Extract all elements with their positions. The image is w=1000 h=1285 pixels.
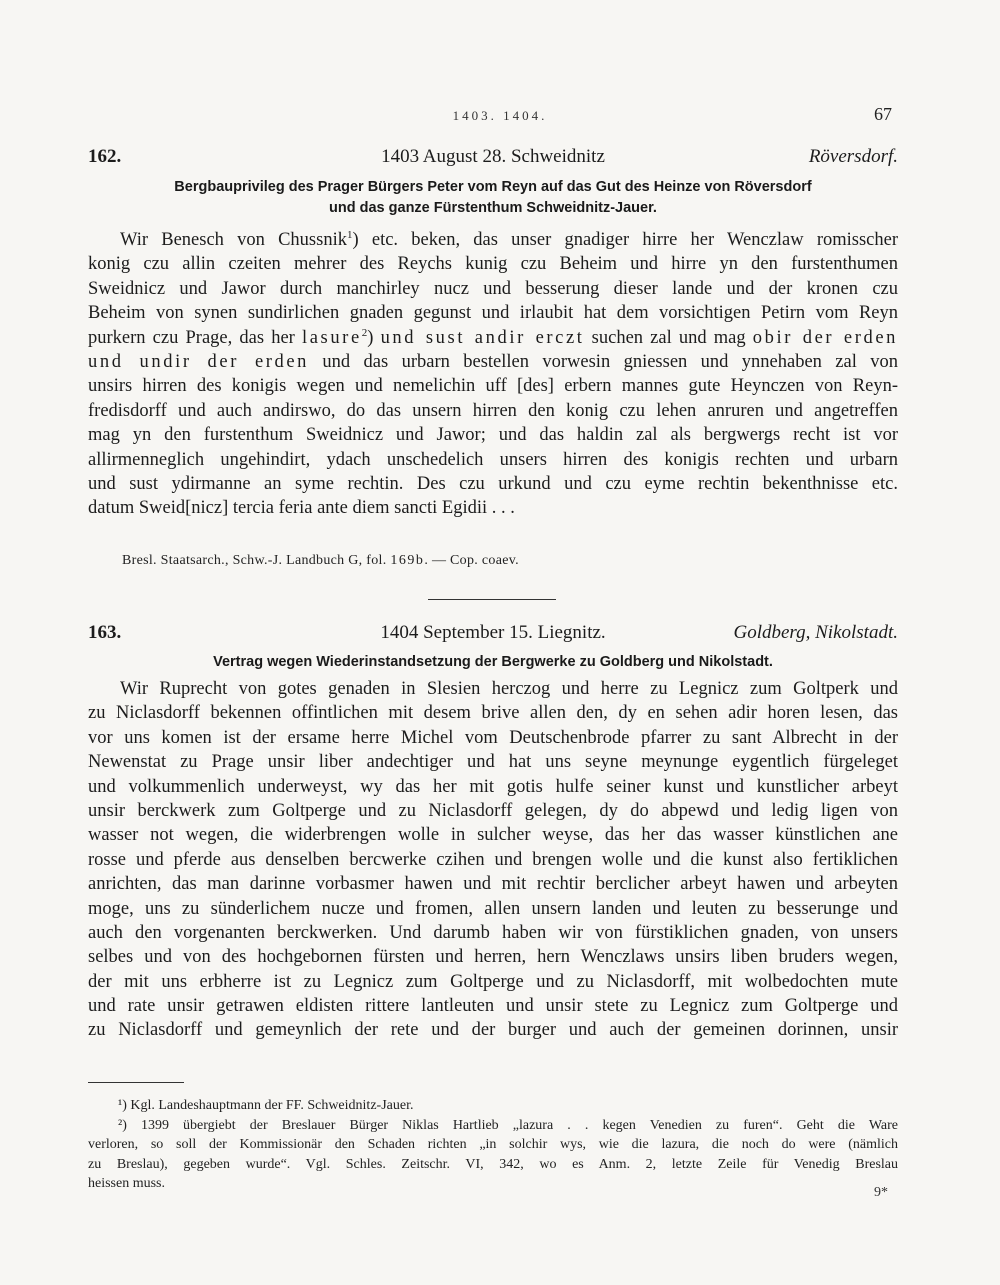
body-line: Beheim von synen sundirlichen gnaden gegunst und irlaubit hat dem vorsichtigen Petirn vom Reyn	[88, 303, 898, 324]
body-line: konig czu allin czeiten mehrer des Reychs kunig czu Beheim und hirre yn den furstenthumen	[88, 254, 898, 275]
footnote: ²) 1399 übergiebt der Breslauer Bürger Niklas Hartlieb „lazura . . kegen Venedien zu furen“. Geht die Ware	[118, 1117, 898, 1133]
body-line: vor uns komen ist der ersame herre Michel vom Deutschenbrode pfarrer zu sant Albrecht in der	[88, 727, 898, 748]
body-line: purkern czu Prage, das her lasure$^2$) und sust andir erczt suchen zal und mag obir der erden	[88, 326, 898, 348]
body-line: und volkummenlich underweyst, wy das her mit gotis hulfe seiner kunst und kunstlicher arbeyt	[88, 776, 898, 797]
body-line: der mit uns erbherre ist zu Legnicz zum Goltperge und zu Niclasdorff, mit wolbedochten mute	[88, 971, 898, 992]
summary-line: Bergbauprivileg des Prager Bürgers Peter vom Reyn auf das Gut des Heinze von Röversdorf	[174, 179, 812, 195]
body-line: Wir Ruprecht von gotes genaden in Slesien herczog und herre zu Legnicz zum Goltperk und	[120, 679, 898, 699]
source-citation: Bresl. Staatsarch., Schw.-J. Landbuch G, fol. 169b. — Cop. coaev.	[122, 553, 519, 568]
body-line: anrichten, das man darinne vorbasmer hawen und mit rechtir berclicher arbeyt hawen und arbeyten	[88, 874, 898, 895]
body-line: selbes und von des hochgebornen fürsten und herren, hern Wenczlaws unsirs liben bruders wegen,	[88, 947, 898, 968]
body-line: moge, uns zu sünderlichem nucze und fromen, allen unsern landen und leuten zu besserunge und	[88, 898, 898, 919]
page-number: 67	[874, 104, 892, 124]
document-body-162	[88, 228, 898, 521]
body-line: datum Sweid[nicz] tercia feria ante diem sancti Egidii . . .	[88, 498, 515, 519]
body-line: zu Niclasdorff und gemeynlich der rete und der burger und auch der gemeinen dorinnen, unsir	[88, 1020, 898, 1041]
document-place: Goldberg, Nikolstadt.	[733, 622, 898, 643]
body-line: allirmenneglich ungehindirt, ydach unschedelich unsers hirren des konigis rechten und urbarn	[88, 449, 898, 470]
body-line: und undir der erden und das urbarn bestellen vorwesin gniessen und ynnehaben zal von	[88, 351, 898, 372]
body-line: und sust ydirmanne an syme rechtin. Des czu urkund und czu eyme rechtin bekenthnisse etc.	[88, 473, 898, 494]
document-date: 1403 August 28. Schweidnitz	[381, 146, 605, 167]
section-divider	[428, 599, 556, 600]
body-line: unsir berckwerk zum Goltperge und zu Niclasdorff gelegen, dy do abpewd und ledig ligen von	[88, 800, 898, 821]
document-summary	[88, 177, 898, 219]
document-header-163	[88, 622, 898, 650]
document-header-162	[88, 146, 898, 174]
body-line: wasser not wegen, die widerbrengen wolle in sulcher weyse, das her das wasser künstlichen ane	[88, 825, 898, 846]
footnote: zu Breslau), gegeben wurde“. Vgl. Schles. Zeitschr. VI, 342, wo es Anm. 2, letzte Zeile für Venedig Breslau	[88, 1156, 898, 1172]
body-line: unsirs hirren des konigis wegen und nemelichin uff [des] erbern mannes gute Heynczen von Reyn-	[88, 376, 898, 397]
footnote: heissen muss.	[88, 1176, 165, 1191]
body-line: mag yn den furstenthum Sweidnicz und Jawor; und das haldin zal als bergwergs recht ist vor	[88, 425, 898, 446]
body-line: rosse und pferde aus denselben bercwerke czihen und brengen wolle und die kunst also fertiklichen	[88, 849, 898, 870]
body-line: Sweidnicz und Jawor durch manchirley nucz und besserung dieser lande und der kronen czu	[88, 278, 898, 299]
body-line: Newenstat zu Prage unsir liber andechtiger und hat uns seyne meynunge eygentlich fürgeleget	[88, 752, 898, 773]
footnote-ref: 2	[361, 326, 368, 339]
running-head: 1403. 1404.	[452, 108, 548, 123]
footnotes	[88, 1096, 898, 1194]
document-date: 1404 September 15. Liegnitz.	[380, 622, 606, 643]
document-number: 162.	[88, 146, 122, 167]
document-place: Röversdorf.	[808, 146, 898, 167]
document-number: 163.	[88, 622, 122, 643]
document-body-163	[88, 677, 898, 1043]
footnote-rule	[88, 1082, 184, 1083]
body-line: und rate unsir getrawen eldisten rittere lantleuten und unsir stete zu Legnicz zum Goltperge und	[88, 996, 898, 1017]
footnote-ref: 1	[346, 229, 353, 241]
footnote: verloren, so soll der Kommissionär den Schaden richten „in solchir wys, wie die lazura, die noch do were (nämlich	[88, 1137, 898, 1152]
body-line: zu Niclasdorff bekennen offintlichen mit desem brive allen den, dy en sehen adir horen lesen, das	[88, 703, 898, 724]
signature-mark: 9*	[874, 1185, 888, 1200]
body-line: fredisdorff und auch andirswo, do das unsern hirren den konig czu lehen anruren und angetreffen	[88, 400, 898, 421]
summary-line: Vertrag wegen Wiederinstandsetzung der Bergwerke zu Goldberg und Nikolstadt.	[213, 654, 773, 670]
summary-line: und das ganze Fürstenthum Schweidnitz-Jauer.	[329, 200, 657, 216]
footnote: ¹) Kgl. Landeshauptmann der FF. Schweidnitz-Jauer.	[118, 1098, 414, 1113]
body-line: auch den vorgenanten berckwerken. Und darumb haben wir von fürstiklichen gnaden, von unsers	[88, 922, 898, 943]
document-summary	[88, 652, 898, 673]
body-line: Wir Benesch von Chussnik$^1$) etc. beken, das unser gnadiger hirre her Wenczlaw romisscher	[120, 229, 898, 250]
